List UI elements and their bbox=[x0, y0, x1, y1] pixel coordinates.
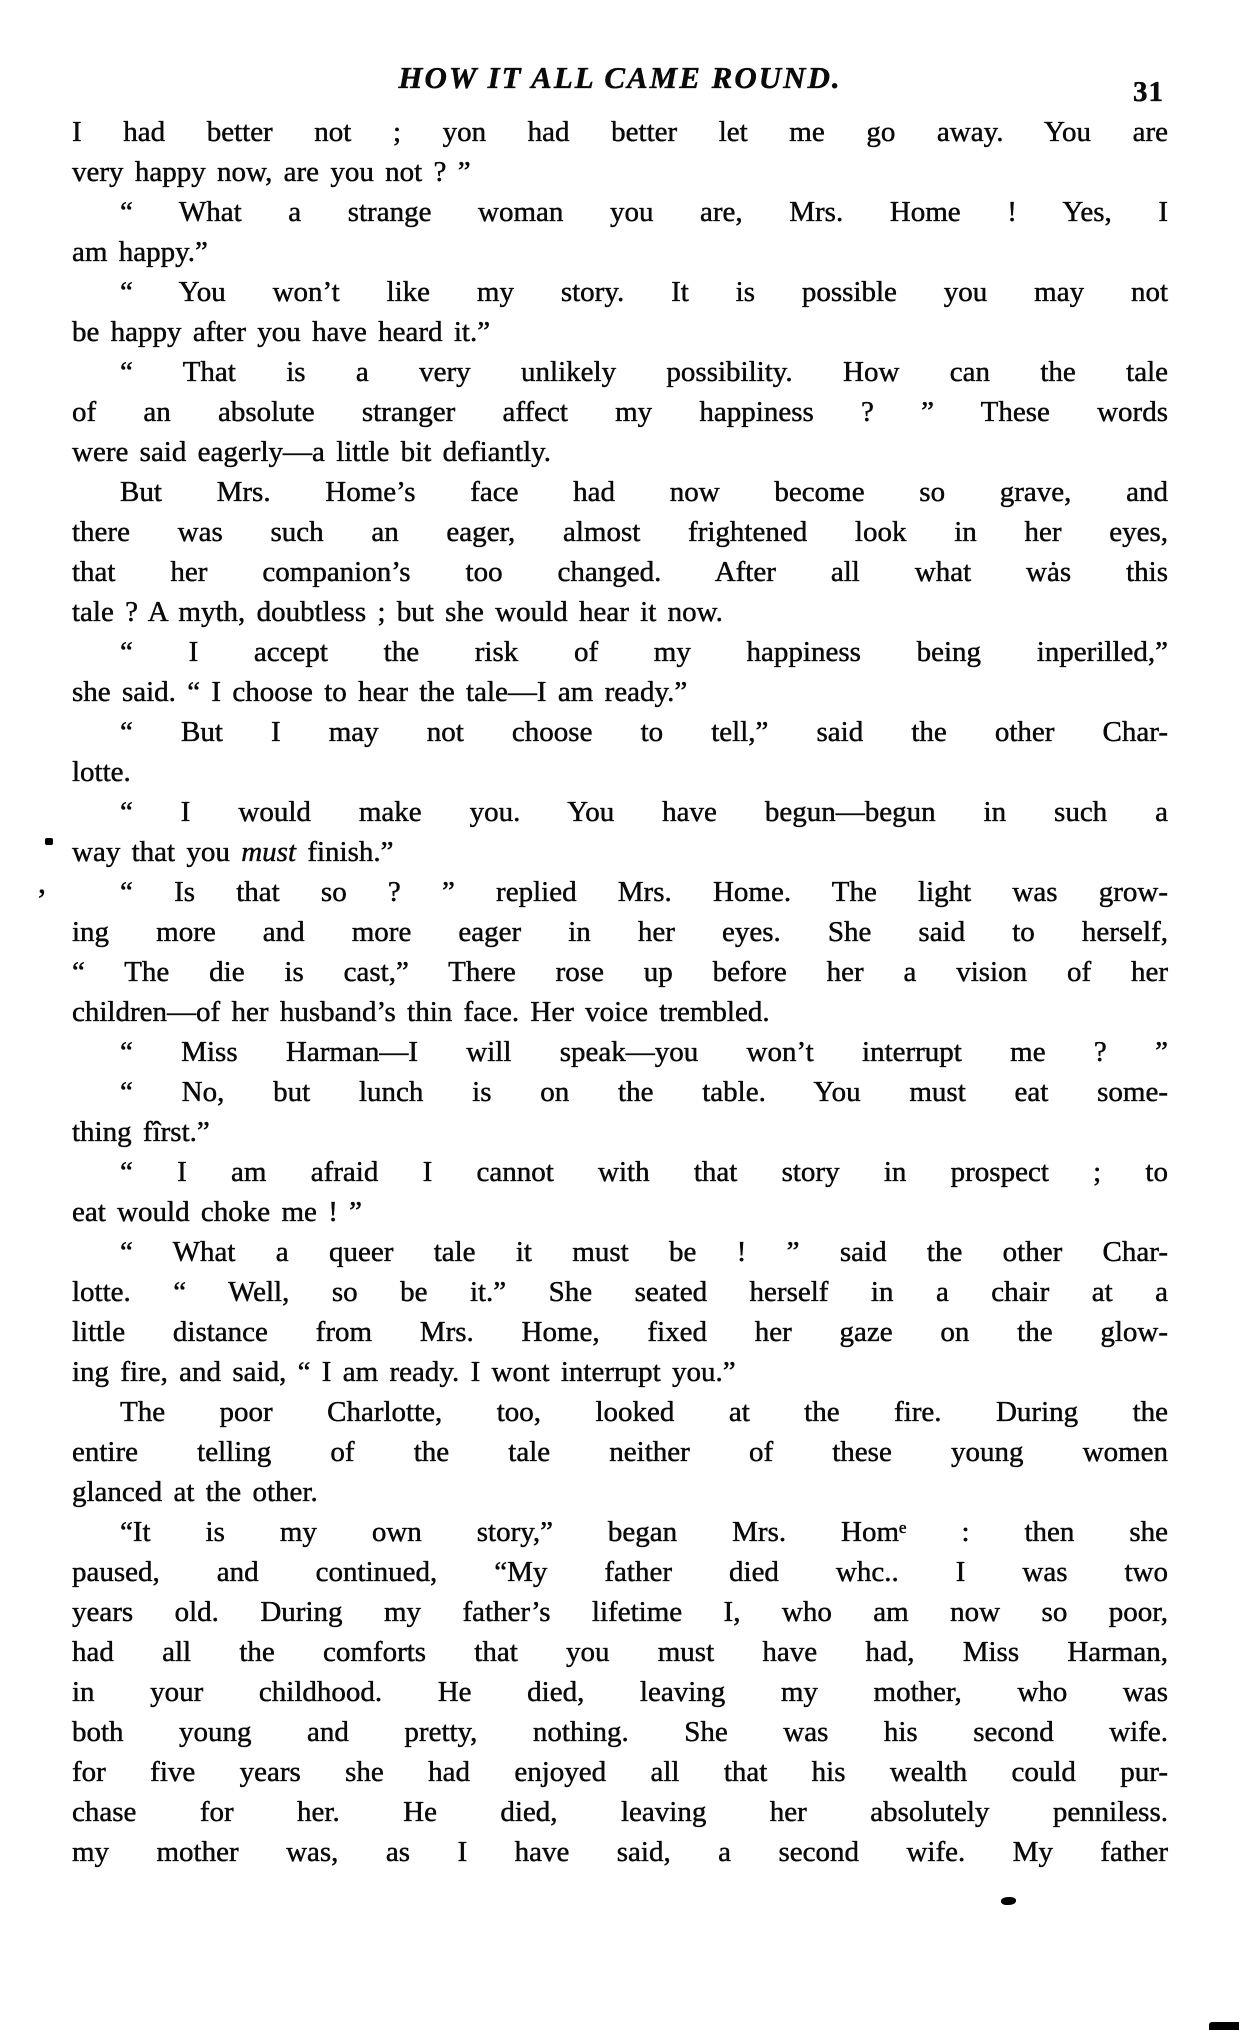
text-line: The poor Charlotte, too, looked at the fire. During the bbox=[120, 1396, 1168, 1428]
text-line: “ The die is cast,” There rose up before her a vision of her bbox=[72, 956, 1168, 988]
text-line: glanced at the other. bbox=[72, 1476, 318, 1508]
text-line: eat would choke me ! ” bbox=[72, 1196, 363, 1228]
text-line: “ What a queer tale it must be ! ” said the other Char- bbox=[120, 1236, 1168, 1268]
text-line: “ No, but lunch is on the table. You must eat some- bbox=[120, 1076, 1168, 1108]
text-line: years old. During my father’s lifetime I, who am now so poor, bbox=[72, 1596, 1168, 1628]
text-line: for five years she had enjoyed all that his wealth could pur- bbox=[72, 1756, 1168, 1788]
text-line: am happy.” bbox=[72, 236, 208, 268]
text-line: lotte. bbox=[72, 756, 131, 788]
margin-comma-mark: , bbox=[38, 864, 46, 900]
text-line: “ What a strange woman you are, Mrs. Home ! Yes, I bbox=[120, 196, 1168, 228]
text-line: “ But I may not choose to tell,” said the other Char- bbox=[120, 716, 1168, 748]
text-line: there was such an eager, almost frightened look in her eyes, bbox=[72, 516, 1168, 548]
text-line: “ I would make you. You have begun—begun in such a bbox=[120, 796, 1168, 828]
text-line: “ I am afraid I cannot with that story in prospect ; to bbox=[120, 1156, 1168, 1188]
text-line: “ I accept the risk of my happiness being inperilled,” bbox=[120, 636, 1168, 668]
margin-ink-dot bbox=[45, 838, 53, 845]
text-line: way that you must finish.” bbox=[72, 836, 394, 868]
text-line: children—of her husband’s thin face. Her voice trembled. bbox=[72, 996, 770, 1028]
page-header bbox=[72, 60, 1168, 106]
ink-spot bbox=[1001, 1897, 1016, 1905]
text-line: ing fire, and said, “ I am ready. I wont interrupt you.” bbox=[72, 1356, 736, 1388]
text-line: my mother was, as I have said, a second wife. My father bbox=[72, 1836, 1168, 1868]
text-line: “ You won’t like my story. It is possible you may not bbox=[120, 276, 1168, 308]
text-line: tale ? A myth, doubtless ; but she would hear it now. bbox=[72, 596, 723, 628]
text-line: “ Is that so ? ” replied Mrs. Home. The light was grow- bbox=[120, 876, 1168, 908]
text-line: were said eagerly—a little bit defiantly. bbox=[72, 436, 552, 468]
page-number: 31 bbox=[1133, 76, 1164, 108]
text-line: I had better not ; yon had better let me go away. You are bbox=[72, 116, 1168, 148]
text-line: lotte. “ Well, so be it.” She seated herself in a chair at a bbox=[72, 1276, 1168, 1308]
text-line: very happy now, are you not ? ” bbox=[72, 156, 471, 188]
text-line: “ Miss Harman—I will speak—you won’t interrupt me ? ” bbox=[120, 1036, 1168, 1068]
text-line: of an absolute stranger affect my happiness ? ” These words bbox=[72, 396, 1168, 428]
text-line: “ That is a very unlikely possibility. How can the tale bbox=[120, 356, 1168, 388]
text-line: little distance from Mrs. Home, fixed her gaze on the glow- bbox=[72, 1316, 1168, 1348]
text-line: chase for her. He died, leaving her absolutely penniless. bbox=[72, 1796, 1168, 1828]
page-body bbox=[72, 112, 1168, 1872]
text-line: But Mrs. Home’s face had now become so grave, and bbox=[120, 476, 1168, 508]
text-line: had all the comforts that you must have had, Miss Harman, bbox=[72, 1636, 1168, 1668]
text-line: ing more and more eager in her eyes. She said to herself, bbox=[72, 916, 1168, 948]
text-line: entire telling of the tale neither of these young women bbox=[72, 1436, 1168, 1468]
corner-ink-mark bbox=[1209, 2022, 1239, 2030]
text-line: paused, and continued, “My father died whc.. I was two bbox=[72, 1556, 1168, 1588]
text-line: thing fîrst.” bbox=[72, 1116, 210, 1148]
text-line: both young and pretty, nothing. She was his second wife. bbox=[72, 1716, 1168, 1748]
text-line: that her companion’s too changed. After all what wȧs this bbox=[72, 556, 1168, 588]
running-header-title: HOW IT ALL CAME ROUND. bbox=[398, 60, 842, 95]
text-line: “It is my own story,” began Mrs. Homᵉ : then she bbox=[120, 1516, 1168, 1548]
text-line: in your childhood. He died, leaving my mother, who was bbox=[72, 1676, 1168, 1708]
text-line: she said. “ I choose to hear the tale—I am ready.” bbox=[72, 676, 688, 708]
text-line: be happy after you have heard it.” bbox=[72, 316, 491, 348]
